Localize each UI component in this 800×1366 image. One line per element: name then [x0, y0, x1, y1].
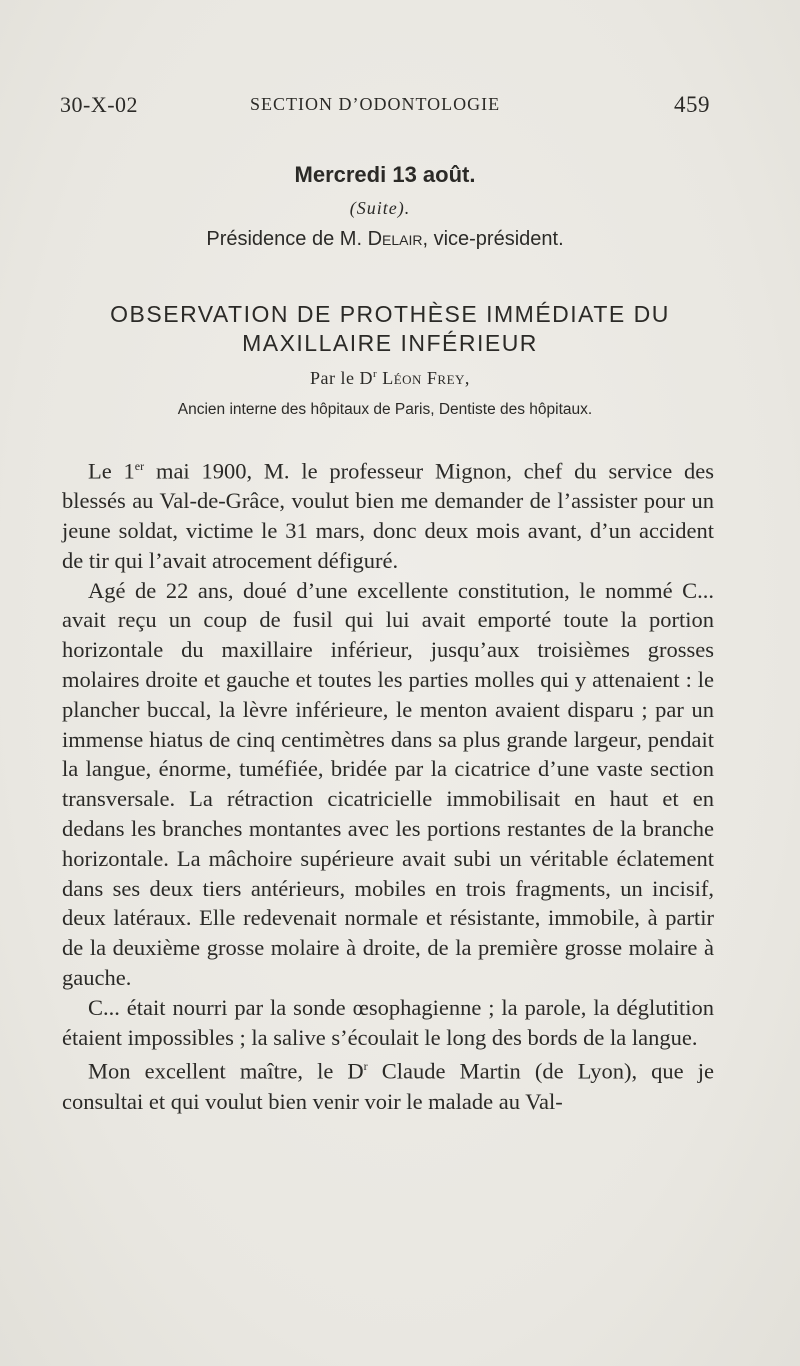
byline-superscript: r [373, 368, 378, 380]
running-head-section: SECTION D’ODONTOLOGIE [250, 94, 501, 114]
paragraph-1-superscript: er [134, 459, 145, 473]
presidence-prefix: Présidence de M. [206, 228, 368, 250]
byline [0, 368, 780, 389]
paragraph-1 [62, 452, 714, 576]
paragraph-4-text-a: Mon excellent maître, le D [88, 1058, 364, 1084]
paragraph-3-text: C... était nourri par la sonde œsophagienne ; la parole, la déglutition étaient impossibles ; la salive s’écoulait le long des bords de la langue. [62, 994, 714, 1050]
paragraph-3 [62, 993, 714, 1053]
paragraph-1-text-a: Le 1 [88, 458, 135, 484]
presidence-line [0, 228, 770, 251]
author-affiliation: Ancien interne des hôpitaux de Paris, Dentiste des hôpitaux. [177, 401, 593, 418]
paragraph-2 [62, 576, 714, 993]
running-head-date: 30-X-02 [60, 92, 139, 117]
article-title-line-1: OBSERVATION DE PROTHÈSE IMMÉDIATE DU [110, 301, 670, 327]
president-name: Delair [367, 228, 423, 250]
paragraph-1-text-b: mai 1900, M. le professeur Mignon, chef du service des blessés au Val-de-Grâce, voulut bien me demander de l’assister pour un jeune soldat, victime le 31 mars, donc deux mois avant, d’un accident de tir qui l’avait atrocement défiguré. [62, 458, 714, 573]
paragraph-4 [62, 1052, 714, 1116]
paragraph-4-superscript: r [363, 1059, 368, 1074]
session-title: Mercredi 13 août. [294, 162, 476, 187]
byline-prefix: Par le D [310, 368, 374, 388]
author-name: Léon Frey, [377, 368, 470, 388]
presidence-suffix: , vice-président. [422, 228, 564, 250]
article-title [0, 300, 780, 358]
paragraph-2-text: Agé de 22 ans, doué d’une excellente constitution, le nommé C... avait reçu un coup de fusil qui lui avait emporté toute la portion horizontale du maxillaire inférieur, jusqu’aux troisièmes grosses molaires droite et gauche et toutes les parties molles qui y attenaient : le plancher buccal, la lèvre inférieure, le menton avaient disparu ; par un immense hiatus de cinq centimètres dans sa plus grande largeur, pendait la langue, énorme, tuméfiée, bridée par la cicatrice d’une vaste section transversale. La rétraction cicatricielle immobilisait en haut et en dedans les branches montantes avec les portions restantes de la branche horizontale. La mâchoire supérieure avait subi un véritable éclatement dans ses deux tiers antérieurs, mobiles en trois fragments, un incisif, deux latéraux. Elle redevenait normale et résistante, immobile, à partir de la deuxième grosse molaire à droite, de la première grosse molaire à gauche. [62, 577, 714, 991]
article-title-line-2: MAXILLAIRE INFÉRIEUR [242, 330, 538, 356]
page-number: 459 [674, 92, 710, 117]
session-suite: (Suite). [349, 198, 411, 218]
paragraph-4-text-b: Claude Martin (de Lyon), que je consultai et qui voulut bien venir voir le malade au Val- [62, 1058, 714, 1114]
running-head [60, 88, 710, 122]
body-text [62, 452, 714, 1117]
